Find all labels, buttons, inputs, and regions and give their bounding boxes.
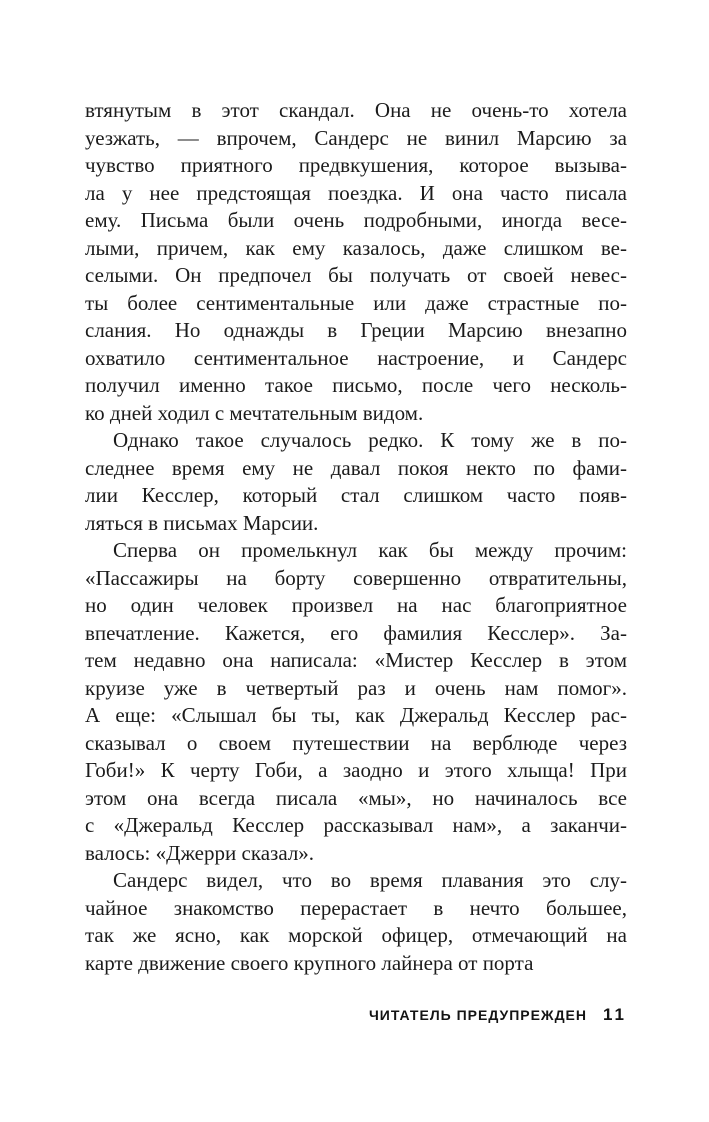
running-title: ЧИТАТЕЛЬ ПРЕДУПРЕЖДЕН xyxy=(368,1007,588,1023)
text-line: ему. Письма были очень подробными, иногда весе- xyxy=(85,208,627,232)
text-line: уезжать, — впрочем, Сандерс не винил Марсию за xyxy=(85,125,627,150)
text-line: Гоби!» К черту Гоби, а заодно и этого хлыща! При xyxy=(85,758,627,782)
text-line: ко дней ходил с мечтательным видом. xyxy=(85,400,424,425)
text-line: с «Джеральд Кесслер рассказывал нам», а заканчи- xyxy=(85,813,627,837)
text-line: втянутым в этот скандал. Она не очень-то хотела xyxy=(85,98,627,122)
text-line: так же ясно, как морской офицер, отмечающий на xyxy=(85,923,627,947)
text-line: получил именно такое письмо, после чего несколь- xyxy=(85,373,627,397)
text-line: Сандерс видел, что во время плавания это слу- xyxy=(113,868,627,892)
text-line: сказывал о своем путешествии на верблюде через xyxy=(85,730,627,755)
text-line: круизе уже в четвертый раз и очень нам помог». xyxy=(85,675,627,700)
text-line: ляться в письмах Марсии. xyxy=(85,510,319,535)
text-line: лыми, причем, как ему казалось, даже слишком ве- xyxy=(85,235,627,260)
paragraph xyxy=(85,537,627,867)
text-line: впечатление. Кажется, его фамилия Кесслер». За- xyxy=(85,620,627,645)
text-line: этом она всегда писала «мы», но начиналось все xyxy=(85,785,627,810)
text-line: ты более сентиментальные или даже страстные по- xyxy=(85,290,627,315)
text-line: чувство приятного предвкушения, которое вызыва- xyxy=(85,153,627,177)
text-line: слания. Но однажды в Греции Марсию внезапно xyxy=(85,318,627,342)
text-line: но один человек произвел на нас благоприятное xyxy=(85,593,627,617)
text-line: Сперва он промелькнул как бы между прочим: xyxy=(113,538,627,562)
text-line: чайное знакомство перерастает в нечто большее, xyxy=(85,895,627,920)
text-line: валось: «Джерри сказал». xyxy=(85,840,315,865)
page-footer xyxy=(369,1005,627,1025)
text-line: Однако такое случалось редко. К тому же в по- xyxy=(113,428,627,452)
text-line: следнее время ему не давал покоя некто по фами- xyxy=(85,455,627,480)
text-block xyxy=(85,97,627,977)
paragraph xyxy=(85,427,627,537)
text-line: тем недавно она написала: «Мистер Кесслер в этом xyxy=(85,648,627,672)
text-line: «Пассажиры на борту совершенно отвратительны, xyxy=(85,565,627,590)
text-line: А еще: «Слышал бы ты, как Джеральд Кесслер рас- xyxy=(85,703,627,727)
text-line: охватило сентиментальное настроение, и Сандерс xyxy=(85,345,627,370)
text-line: ла у нее предстоящая поездка. И она часто писала xyxy=(85,180,627,205)
paragraph xyxy=(85,867,627,977)
page-number: 11 xyxy=(603,1005,627,1024)
text-line: селыми. Он предпочел бы получать от своей невес- xyxy=(85,263,627,287)
text-line: карте движение своего крупного лайнера от порта xyxy=(85,950,534,975)
paragraph xyxy=(85,97,627,427)
text-line: лии Кесслер, который стал слишком часто появ- xyxy=(85,483,627,507)
